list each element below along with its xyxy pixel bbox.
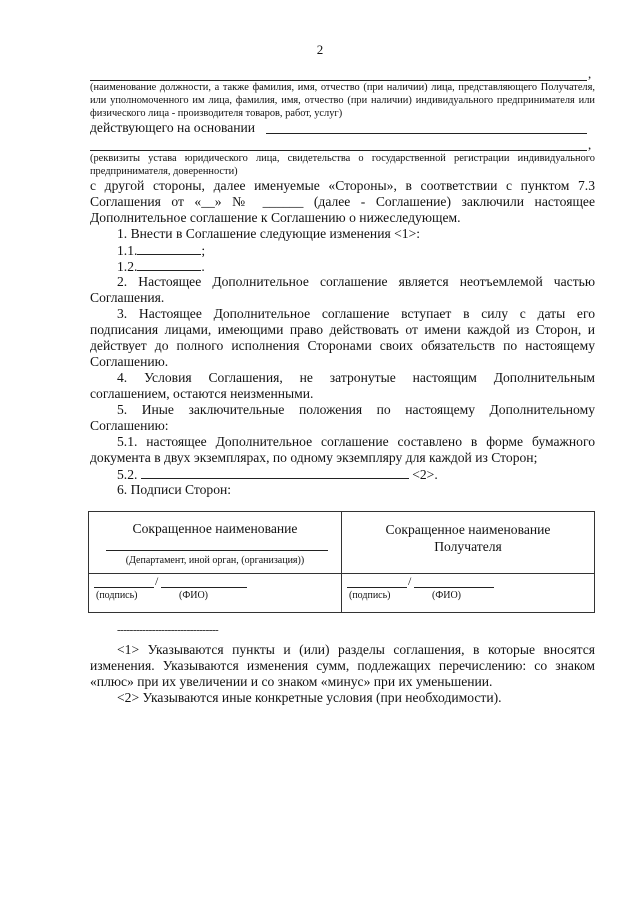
- footnote-separator: --------------------------------: [117, 624, 219, 636]
- right-signature-blank[interactable]: [347, 587, 407, 588]
- item-1-2-end: .: [201, 259, 205, 274]
- blank-comma-2: ,: [588, 137, 592, 152]
- intro-line-2: Соглашения от «__» № ______ (далее - Соглашение) заключили настоящее: [90, 194, 595, 209]
- footnote-1-line-3: «плюс» при их увеличении и со знаком «минус» при их уменьшении.: [90, 674, 493, 689]
- blank-comma: ,: [588, 66, 592, 81]
- left-signature-blank[interactable]: [94, 587, 154, 588]
- intro-line-1: с другой стороны, далее именуемые «Стороны», в соответствии с пунктом 7.3: [90, 178, 595, 193]
- footnote-2: <2> Указываются иные конкретные условия (при необходимости).: [117, 690, 502, 705]
- item-3-line-1: 3. Настоящее Дополнительное соглашение вступает в силу с даты его: [117, 306, 595, 321]
- requisites-blank[interactable]: [90, 150, 587, 151]
- signature-right-sign-cell: [342, 574, 595, 613]
- item-5-2-number: 5.2.: [117, 467, 138, 482]
- left-party-subcaption: (Департамент, иной орган, (организация)): [125, 555, 305, 566]
- item-1: 1. Внести в Соглашение следующие изменения <1>:: [117, 226, 421, 241]
- left-slash: /: [155, 574, 159, 588]
- item-1-2-blank[interactable]: [137, 258, 201, 271]
- item-5-2-blank[interactable]: [141, 466, 409, 479]
- item-5-2-end: <2>.: [412, 467, 438, 482]
- item-6: 6. Подписи Сторон:: [117, 482, 232, 497]
- item-1-2-number: 1.2.: [117, 259, 138, 274]
- left-fio-label: (ФИО): [179, 590, 209, 601]
- item-5-1-line-1: 5.1. настоящее Дополнительное соглашение составлено в форме бумажного: [117, 434, 595, 449]
- acting-basis-blank[interactable]: [266, 133, 587, 134]
- signature-table: [88, 511, 595, 613]
- footnote-1-line-2: изменения. Указываются изменения сумм, подлежащих перечислению: со знаком: [90, 658, 595, 673]
- signature-right-header-cell: [342, 512, 595, 574]
- requisites-note: (реквизиты устава юридического лица, свидетельства о государственной регистрации индивидуального предпринимателя, доверенности): [90, 153, 595, 177]
- item-5-2: [117, 466, 438, 483]
- left-party-header: Сокращенное наименование: [132, 521, 298, 536]
- right-slash: /: [408, 574, 412, 588]
- right-sign-label: (подпись): [349, 590, 391, 601]
- item-5-1-line-2: документа в двух экземплярах, по одному экземпляру для каждой из Сторон;: [90, 450, 538, 465]
- left-sign-label: (подпись): [96, 590, 138, 601]
- item-3-line-3: действует до полного исполнения Сторонами своих обязательств по настоящему: [90, 338, 595, 353]
- item-5-line-2: Соглашению:: [90, 418, 169, 433]
- recipient-rep-note: (наименование должности, а также фамилия, имя, отчество (при наличии) лица, представляющего Получателя, или уполномоченного им лица, фамилия, имя, отчество (при наличии) индивидуального предпринимателя или физического лица - производителя товаров, работ, услуг): [90, 82, 595, 119]
- item-2-line-2: Соглашения.: [90, 290, 165, 305]
- intro-line-3: Дополнительное соглашение к Соглашению о нижеследующем.: [90, 210, 461, 225]
- right-fio-blank[interactable]: [414, 587, 494, 588]
- left-party-name-blank[interactable]: [106, 550, 328, 551]
- item-3-line-4: Соглашению.: [90, 354, 169, 369]
- right-fio-label: (ФИО): [432, 590, 462, 601]
- item-1-1: [117, 242, 205, 259]
- item-4-line-2: соглашением, остаются неизменными.: [90, 386, 314, 401]
- right-party-header-line-2: Получателя: [434, 539, 502, 554]
- acting-basis-label: действующего на основании: [90, 120, 256, 135]
- item-3-line-2: подписания лицами, имеющими право действовать от имени каждой из Сторон, и: [90, 322, 595, 337]
- item-5-line-1: 5. Иные заключительные положения по настоящему Дополнительному: [117, 402, 595, 417]
- signature-left-header-cell: [89, 512, 342, 574]
- page-number: 2: [316, 42, 324, 57]
- item-2-line-1: 2. Настоящее Дополнительное соглашение является неотъемлемой частью: [117, 274, 595, 289]
- left-fio-blank[interactable]: [161, 587, 247, 588]
- item-1-1-end: ;: [201, 243, 206, 258]
- item-4-line-1: 4. Условия Соглашения, не затронутые настоящим Дополнительным: [117, 370, 595, 385]
- footnote-1-line-1: <1> Указываются пункты и (или) разделы соглашения, в которые вносятся: [117, 642, 595, 657]
- right-party-header-line-1: Сокращенное наименование: [385, 522, 551, 537]
- signature-left-sign-cell: [89, 574, 342, 613]
- item-1-2: [117, 258, 205, 275]
- item-1-1-blank[interactable]: [137, 242, 201, 255]
- item-1-1-number: 1.1.: [117, 243, 138, 258]
